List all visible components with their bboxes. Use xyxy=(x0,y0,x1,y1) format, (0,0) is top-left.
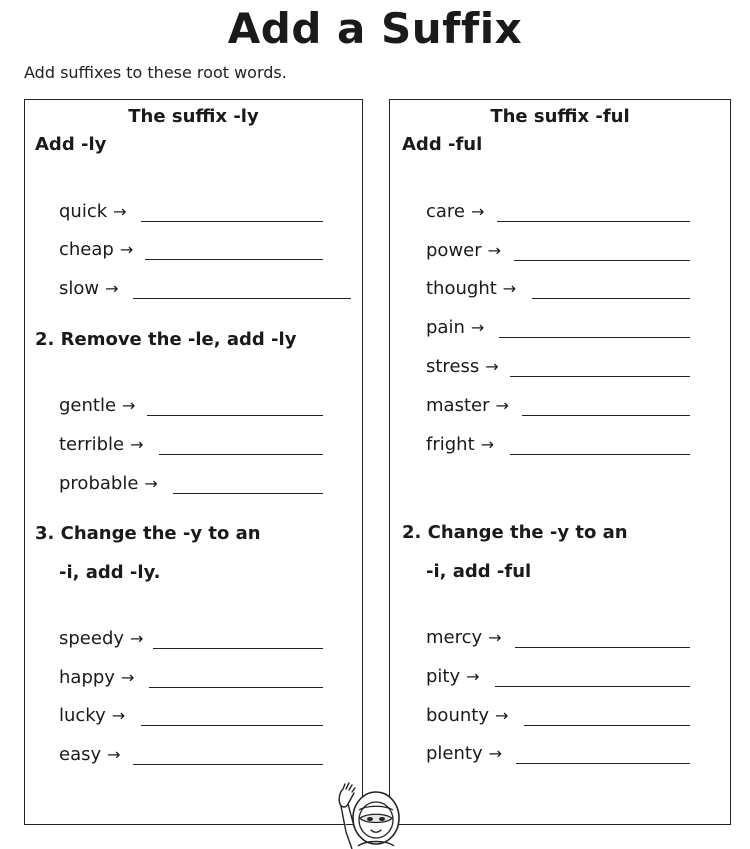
word-row xyxy=(25,744,121,768)
answer-line[interactable] xyxy=(141,725,323,726)
section-add-ful: Add -ful xyxy=(402,134,483,155)
word-row xyxy=(25,628,143,652)
answer-line[interactable] xyxy=(159,454,323,455)
section-change-y-line1: 3. Change the -y to an xyxy=(35,523,261,544)
section-change-y-line2: -i, add -ly. xyxy=(59,562,161,583)
word-row xyxy=(25,705,125,729)
answer-line[interactable] xyxy=(499,337,690,338)
root-word: stress xyxy=(426,356,480,377)
arrow-icon: → xyxy=(471,202,485,221)
suffix-ly-panel xyxy=(24,99,363,825)
answer-line[interactable] xyxy=(514,260,690,261)
word-row xyxy=(25,473,158,497)
answer-line[interactable] xyxy=(133,298,351,299)
word-row xyxy=(390,317,484,341)
root-word: power xyxy=(426,240,482,261)
arrow-icon: → xyxy=(494,706,509,725)
answer-line[interactable] xyxy=(173,493,323,494)
root-word: cheap xyxy=(59,239,114,260)
word-row xyxy=(390,395,509,419)
answer-line[interactable] xyxy=(524,725,690,726)
section-change-y-line2: -i, add -ful xyxy=(426,561,532,582)
word-row xyxy=(25,667,134,691)
word-row xyxy=(25,434,144,458)
word-row xyxy=(25,201,127,225)
arrow-icon: → xyxy=(466,667,480,686)
answer-line[interactable] xyxy=(510,454,690,455)
root-word: lucky xyxy=(59,705,106,726)
arrow-icon: → xyxy=(111,706,126,725)
arrow-icon: → xyxy=(144,474,158,493)
answer-line[interactable] xyxy=(145,259,323,260)
root-word: plenty xyxy=(426,743,483,764)
word-row xyxy=(25,239,133,263)
word-row xyxy=(390,666,480,690)
word-row xyxy=(390,743,502,767)
arrow-icon: → xyxy=(122,396,136,415)
arrow-icon: → xyxy=(130,435,144,454)
arrow-icon: → xyxy=(502,279,517,298)
word-row xyxy=(390,240,501,264)
root-word: thought xyxy=(426,278,497,299)
root-word: master xyxy=(426,395,490,416)
page-title: Add a Suffix xyxy=(227,4,523,53)
root-word: fright xyxy=(426,434,475,455)
answer-line[interactable] xyxy=(515,647,690,648)
panel-heading: The suffix -ful xyxy=(490,106,630,127)
root-word: pain xyxy=(426,317,465,338)
section-remove-le: 2. Remove the -le, add -ly xyxy=(35,329,297,350)
root-word: probable xyxy=(59,473,139,494)
root-word: quick xyxy=(59,201,108,222)
answer-line[interactable] xyxy=(149,687,323,688)
root-word: easy xyxy=(59,744,102,765)
word-row xyxy=(390,627,502,651)
word-row xyxy=(390,356,499,380)
arrow-icon: → xyxy=(488,628,502,647)
answer-line[interactable] xyxy=(532,298,690,299)
arrow-icon: → xyxy=(107,745,121,764)
arrow-icon: → xyxy=(113,202,127,221)
answer-line[interactable] xyxy=(495,686,690,687)
answer-line[interactable] xyxy=(147,415,323,416)
waving-child-mascot-icon xyxy=(332,780,410,849)
word-row xyxy=(25,278,119,302)
answer-line[interactable] xyxy=(516,763,690,764)
arrow-icon: → xyxy=(119,240,134,259)
answer-line[interactable] xyxy=(510,376,690,377)
root-word: happy xyxy=(59,667,115,688)
answer-line[interactable] xyxy=(497,221,690,222)
arrow-icon: → xyxy=(105,279,119,298)
root-word: speedy xyxy=(59,628,125,649)
answer-line[interactable] xyxy=(522,415,690,416)
root-word: care xyxy=(426,201,466,222)
root-word: bounty xyxy=(426,705,489,726)
root-word: slow xyxy=(59,278,100,299)
arrow-icon: → xyxy=(120,668,135,687)
word-row xyxy=(25,395,135,419)
panel-heading: The suffix -ly xyxy=(128,106,259,127)
word-row xyxy=(390,434,494,458)
answer-line[interactable] xyxy=(133,764,323,765)
suffix-ful-panel xyxy=(389,99,731,825)
arrow-icon: → xyxy=(470,318,485,337)
answer-line[interactable] xyxy=(153,648,323,649)
answer-line[interactable] xyxy=(141,221,323,222)
root-word: mercy xyxy=(426,627,483,648)
word-row xyxy=(390,705,508,729)
arrow-icon: → xyxy=(487,241,502,260)
arrow-icon: → xyxy=(480,435,495,454)
root-word: pity xyxy=(426,666,461,687)
word-row xyxy=(390,278,516,302)
root-word: gentle xyxy=(59,395,117,416)
section-add-ly: Add -ly xyxy=(35,134,107,155)
word-row xyxy=(390,201,484,225)
arrow-icon: → xyxy=(495,396,509,415)
instructions-text: Add suffixes to these root words. xyxy=(24,63,287,82)
arrow-icon: → xyxy=(130,629,144,648)
section-change-y-line1: 2. Change the -y to an xyxy=(402,522,628,543)
root-word: terrible xyxy=(59,434,125,455)
arrow-icon: → xyxy=(488,744,503,763)
arrow-icon: → xyxy=(485,357,499,376)
